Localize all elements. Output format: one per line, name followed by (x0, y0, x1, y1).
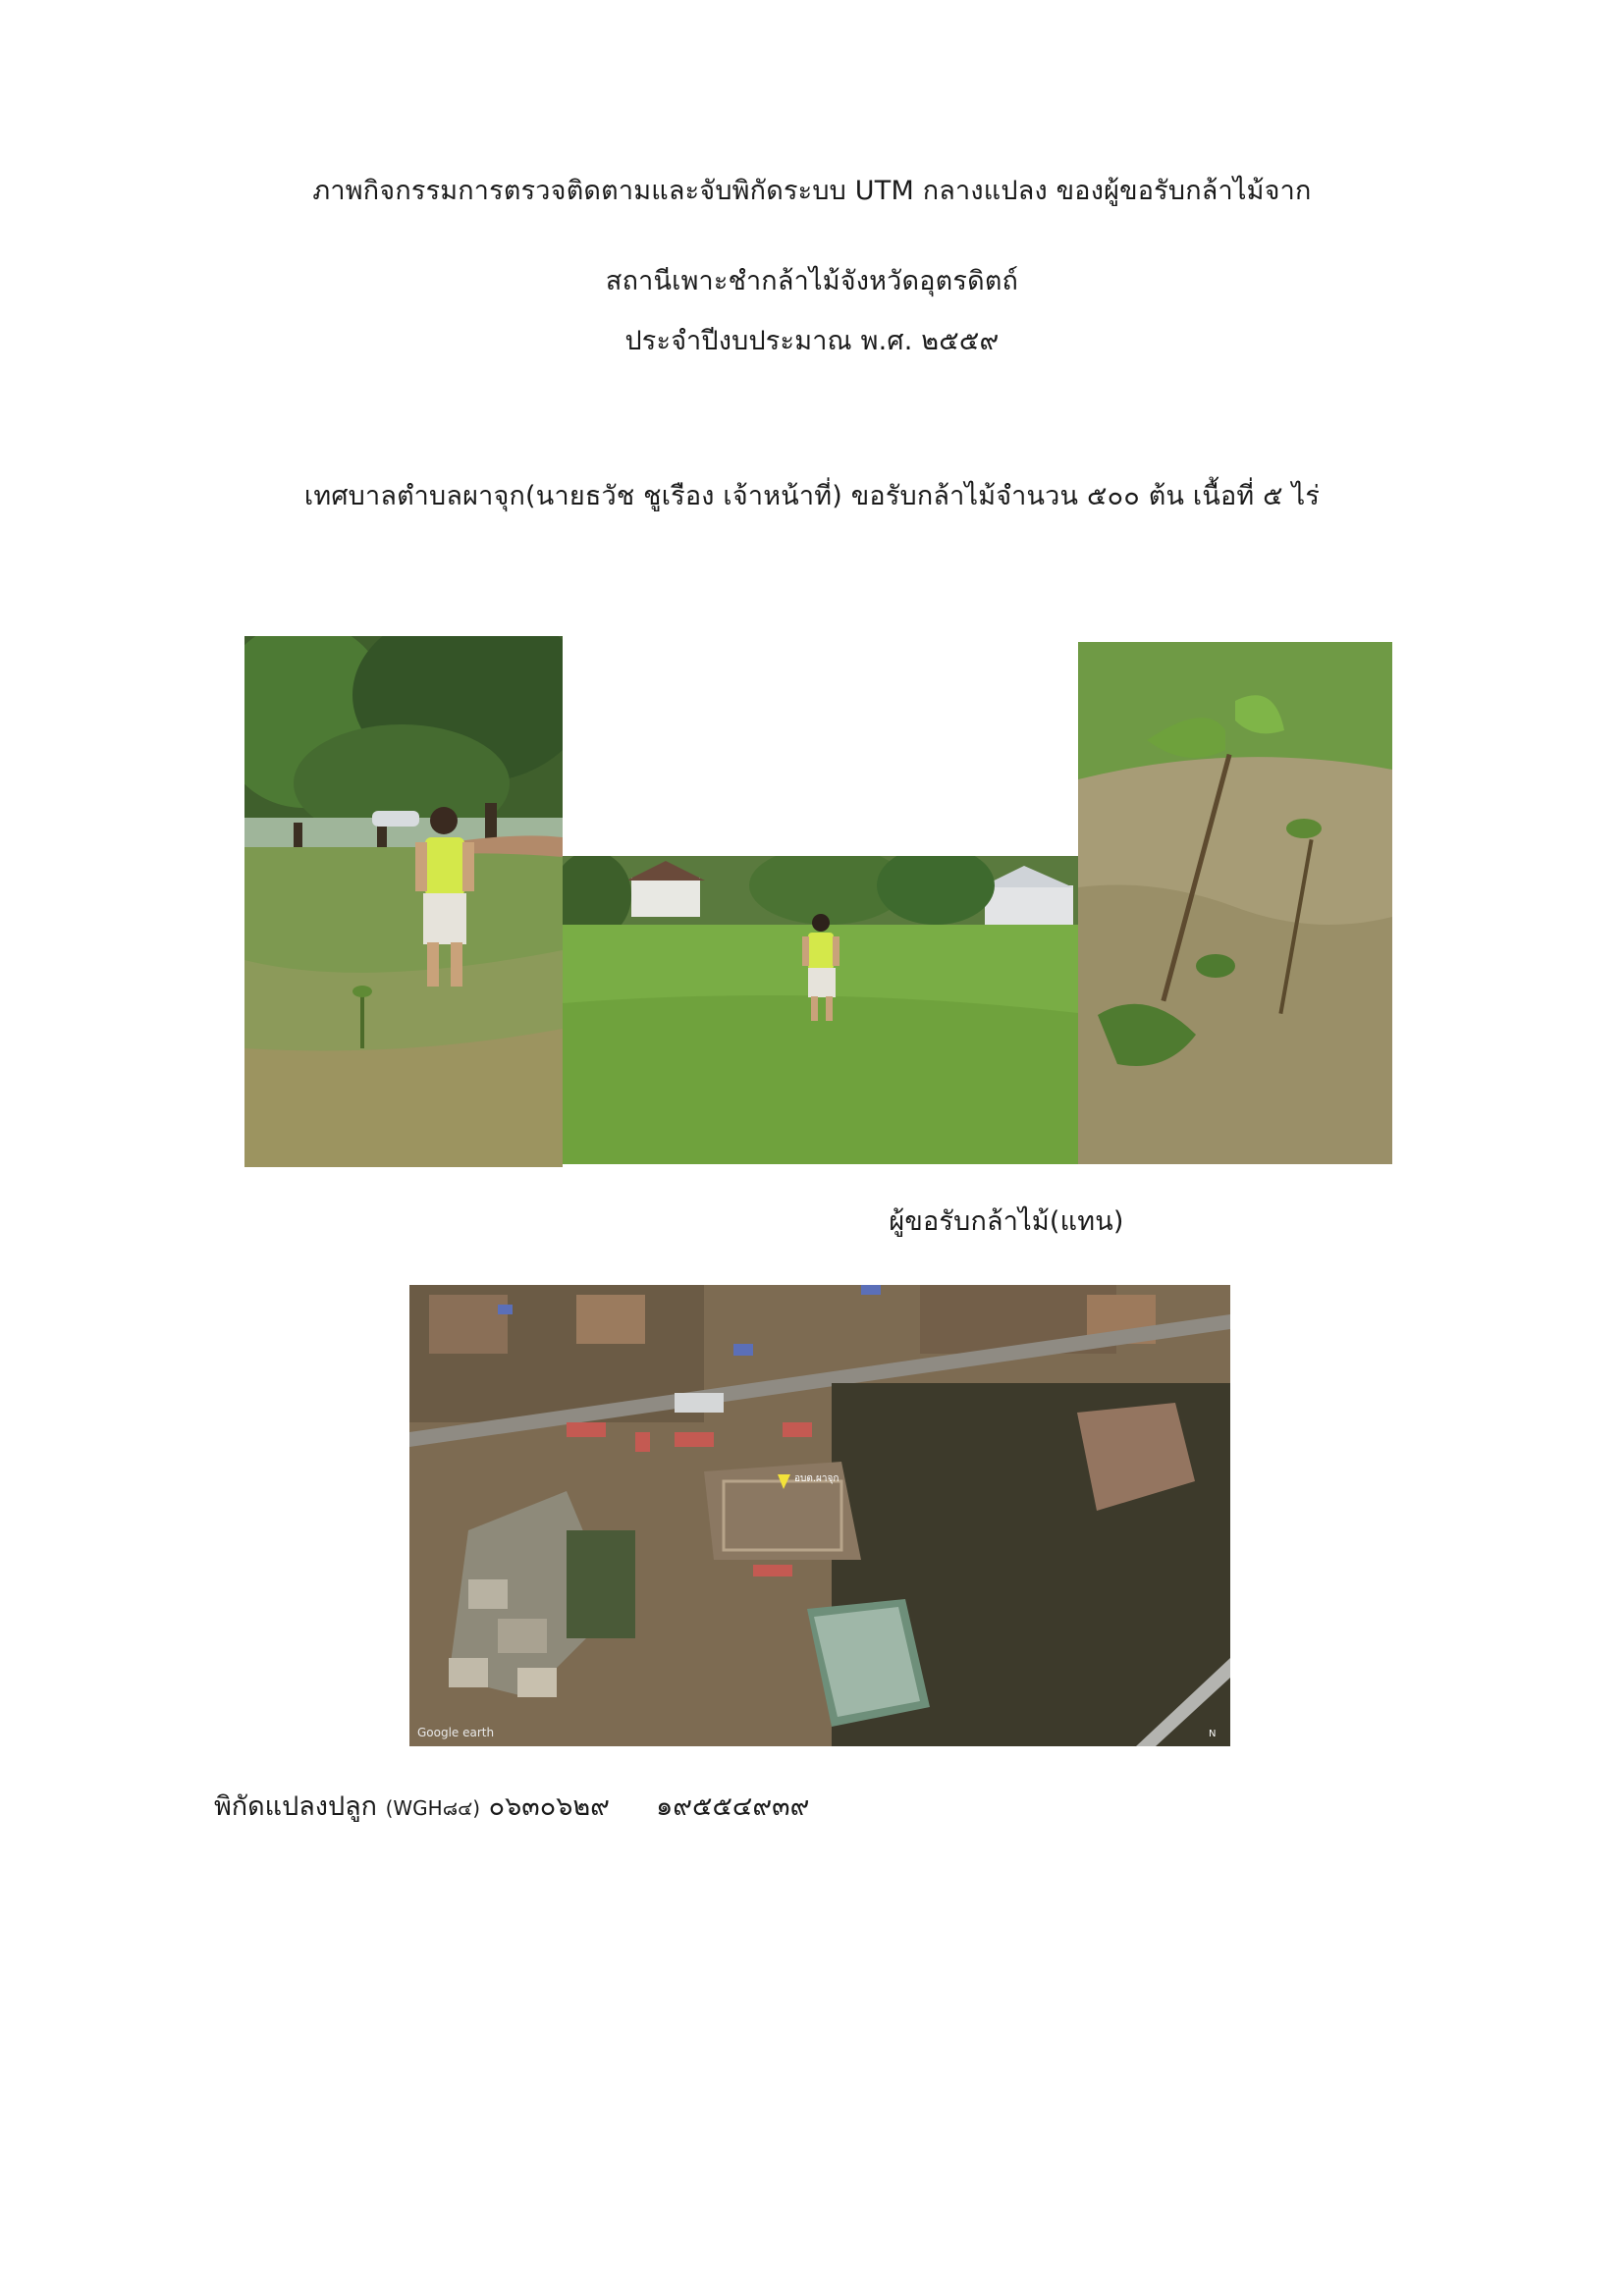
coordinates-northing: ๑๙๕๕๔๙๓๙ (656, 1791, 810, 1822)
document-title-line-1: ภาพกิจกรรมการตรวจติดตามและจับพิกัดระบบ UTM กลางแปลง ของผู้ขอรับกล้าไม้จาก (312, 176, 1312, 206)
map-watermark: Google earth (417, 1726, 495, 1739)
coordinates-easting: ๐๖๓๐๖๒๙ (488, 1791, 610, 1822)
coordinates-datum: (WGH๘๔) (385, 1796, 481, 1820)
person-standing-in-field-photo (563, 856, 1078, 1164)
applicant-description: เทศบาลตำบลผาจุก(นายธวัช ชูเรือง เจ้าหน้าที่) ขอรับกล้าไม้จำนวน ๕๐๐ ต้น เนื้อที่ ๕ ไร่ (303, 481, 1321, 511)
seedling-closeup-photo (1078, 642, 1392, 1164)
person-standing-by-seedling-photo (244, 636, 563, 1167)
satellite-map-image (409, 1285, 1230, 1746)
north-indicator: N (1209, 1729, 1217, 1739)
document-title-line-2: สถานีเพาะชำกล้าไม้จังหวัดอุตรดิตถ์ (605, 266, 1019, 296)
photo-caption: ผู้ขอรับกล้าไม้(แทน) (889, 1206, 1124, 1237)
map-marker-label: อบต.ผาจุก (794, 1473, 839, 1484)
plot-coordinates (214, 1785, 809, 1827)
document-title-line-3: ประจำปีงบประมาณ พ.ศ. ๒๕๕๙ (624, 326, 1000, 356)
coordinates-label: พิกัดแปลงปลูก (214, 1791, 377, 1822)
